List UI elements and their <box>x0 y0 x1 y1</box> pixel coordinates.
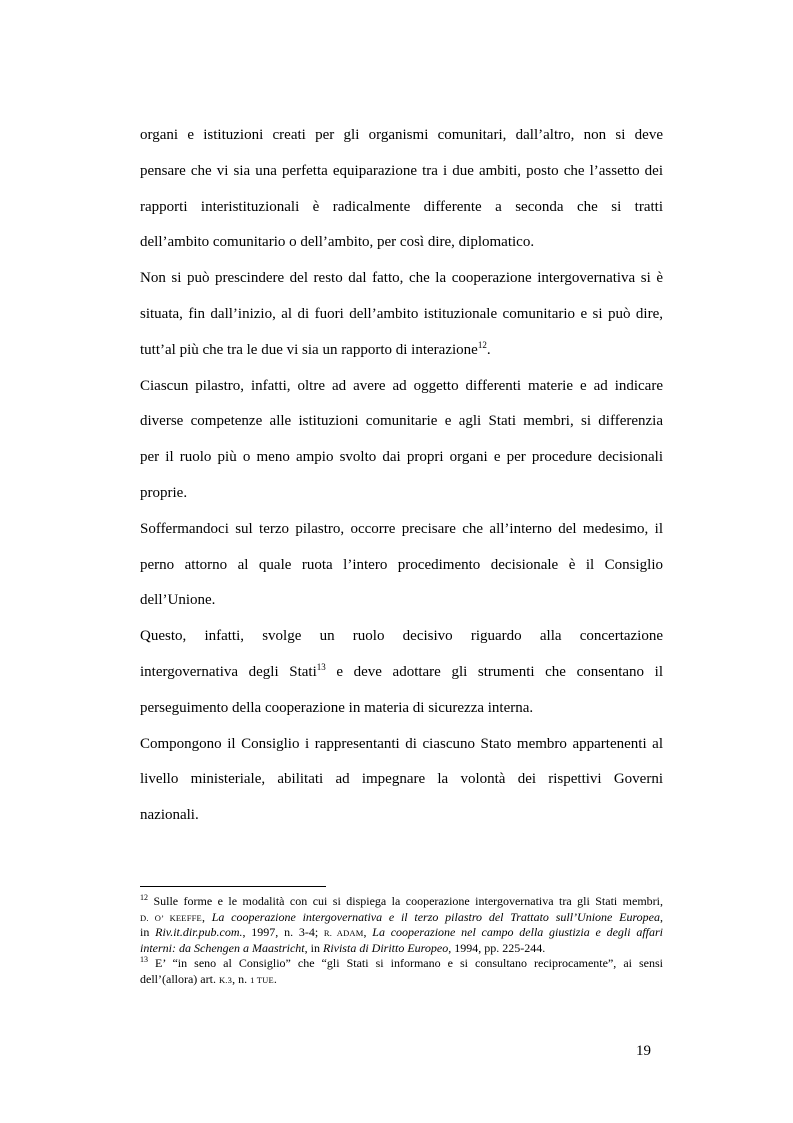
footnotes <box>140 894 663 988</box>
footnote-mark: 13 <box>140 956 148 965</box>
text-line: dell’Unione. <box>140 592 216 609</box>
footnote-text: , n. <box>232 971 251 986</box>
text-line: per il ruolo più o meno ampio svolto dai propri organi e per procedure decisionali <box>140 449 663 466</box>
work-title: interni: da Schengen a Maastricht <box>140 940 305 955</box>
footnote-text: Sulle forme e le modalità con cui si dispiega la cooperazione intergovernativa tra gli Stati membri, <box>148 894 663 908</box>
text-line: situata, fin dall’inizio, al di fuori dell’ambito istituzionale comunitario e si può dire, <box>140 305 663 322</box>
treaty-ref: 1 TUE <box>250 974 274 985</box>
footnote-13-line <box>140 972 663 988</box>
text-line: proprie. <box>140 484 188 501</box>
text-fragment: . <box>486 341 491 358</box>
text-fragment: e deve adottare gli strumenti che consentano il <box>325 663 663 680</box>
footnote-text: , in <box>304 940 323 955</box>
work-title: La cooperazione nel campo della giustizia e degli affari <box>372 925 663 940</box>
text-line: Questo, infatti, svolge un ruolo decisivo riguardo alla concertazione <box>140 628 663 645</box>
author-name: D. O’ KEEFFE <box>140 912 202 923</box>
footnote-text: E’ “in seno al Consiglio” che “gli Stati si informano e si consultano reciprocamente”, ai sensi <box>148 956 663 971</box>
body-text <box>140 118 663 834</box>
text-line: Non si può prescindere del resto dal fatto, che la cooperazione intergovernativa si è <box>140 270 663 287</box>
article-ref: K.3 <box>218 974 233 985</box>
footnote-ref-13[interactable]: 13 <box>316 661 326 672</box>
text-line: pensare che vi sia una perfetta equiparazione tra i due ambiti, posto che l’assetto dei <box>140 162 663 179</box>
footnote-text: , <box>363 925 373 940</box>
footnote-12-line <box>140 910 663 926</box>
text-line: diverse competenze alle istituzioni comunitarie e agli Stati membri, si differenzia <box>140 413 663 430</box>
text-line <box>140 333 663 369</box>
journal-name: Rivista di Diritto Europeo <box>322 940 449 955</box>
text-line: Ciascun pilastro, infatti, oltre ad avere ad oggetto differenti materie e ad indicare <box>140 377 663 394</box>
text-line: nazionali. <box>140 807 199 824</box>
text-line: Compongono il Consiglio i rappresentanti di ciascuno Stato membro appartenenti al <box>140 735 663 752</box>
text-line: perseguimento della cooperazione in materia di sicurezza interna. <box>140 699 534 716</box>
text-fragment: tutt’al più che tra le due vi sia un rapporto di interazione <box>140 341 478 358</box>
text-line: dell’ambito comunitario o dell’ambito, per così dire, diplomatico. <box>140 234 535 251</box>
footnote-text: . <box>273 971 277 986</box>
text-line: rapporti interistituzionali è radicalmente differente a seconda che si tratti <box>140 198 663 215</box>
text-line: livello ministeriale, abilitati ad impegnare la volontà dei rispettivi Governi <box>140 771 663 788</box>
footnote-text: , <box>660 909 663 924</box>
author-name: R. ADAM <box>323 928 364 939</box>
footnote-mark: 12 <box>140 894 148 902</box>
journal-name: Riv.it.dir.pub.com. <box>155 925 243 940</box>
footnote-12-line <box>140 941 663 957</box>
work-title: La cooperazione intergovernativa e il terzo pilastro del Trattato sull’Unione Europea <box>211 909 660 924</box>
footnote-12-line <box>140 894 663 910</box>
footnote-13-line <box>140 956 663 972</box>
text-line: perno attorno al quale ruota l’intero procedimento decisionale è il Consiglio <box>140 556 663 573</box>
footnote-text: dell’(allora) art. <box>140 971 219 986</box>
footnote-separator <box>140 886 326 887</box>
footnote-12-line <box>140 925 663 941</box>
footnote-text: , 1997, n. 3-4; <box>242 925 324 940</box>
footnote-text: in <box>140 925 156 940</box>
footnote-ref-12[interactable]: 12 <box>477 339 487 350</box>
text-line <box>140 655 663 691</box>
text-line: organi e istituzioni creati per gli organismi comunitari, dall’altro, non si deve <box>140 127 663 143</box>
footnote-text: , 1994, pp. 225-244. <box>448 940 546 955</box>
footnote-text: , <box>201 909 212 924</box>
text-line: Soffermandoci sul terzo pilastro, occorre precisare che all’interno del medesimo, il <box>140 520 663 537</box>
text-fragment: intergovernativa degli Stati <box>140 663 317 680</box>
page-number: 19 <box>636 1043 651 1059</box>
